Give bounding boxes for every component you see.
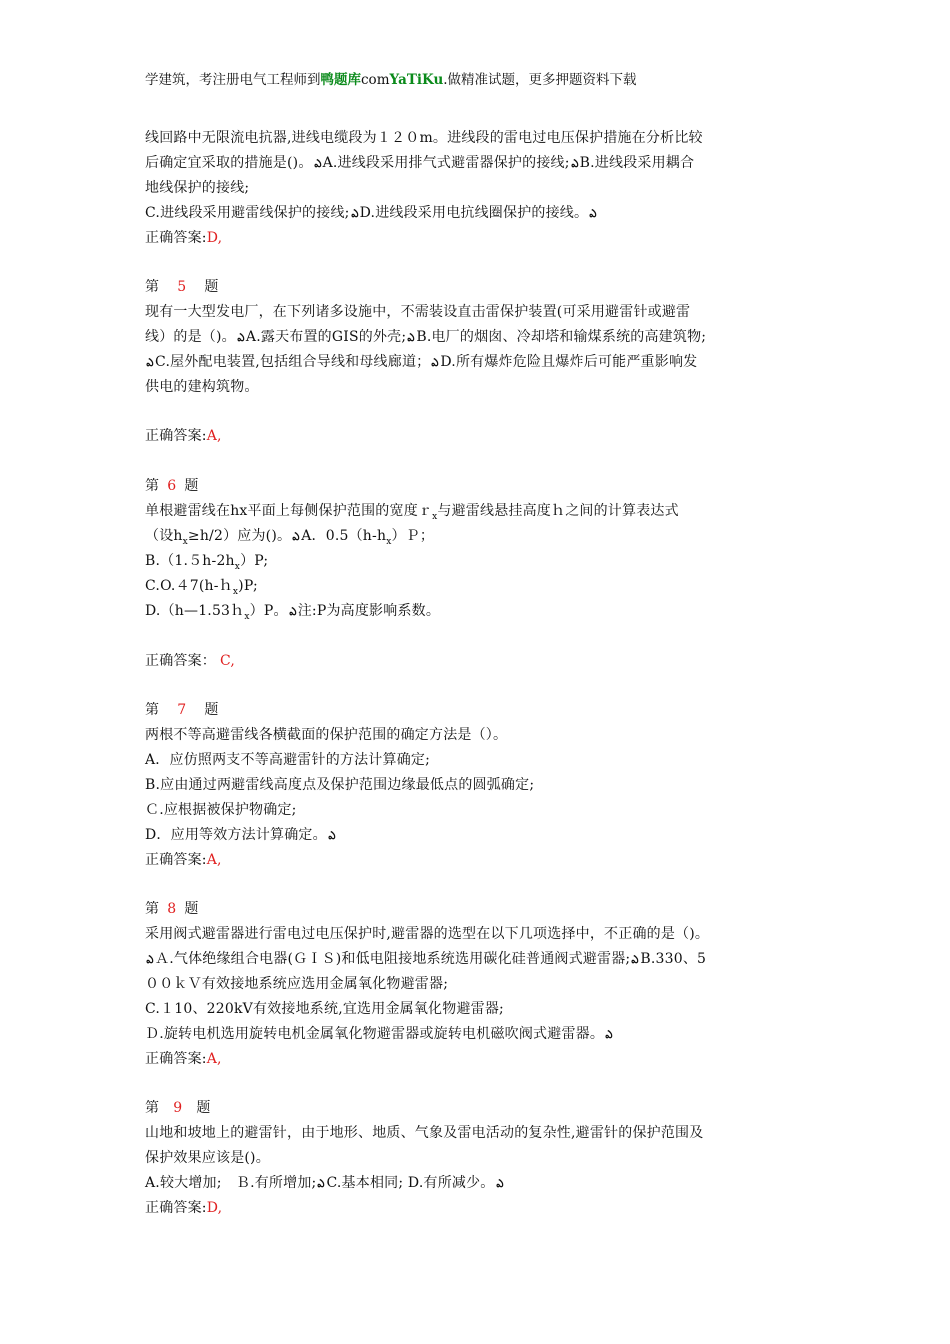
q8-line-1: 采用阀式避雷器进行雷电过电压保护时,避雷器的选型在以下几项选择中，不正确的是（)。 <box>145 926 710 942</box>
q4-line-4 <box>145 203 598 224</box>
question-label: 第 <box>145 901 160 917</box>
question-number: 6 <box>167 478 177 494</box>
q7-line-5 <box>145 825 337 846</box>
answer-value: C, <box>220 653 236 669</box>
subscript: x <box>234 561 241 572</box>
question-label: 第 <box>145 702 160 718</box>
q9-line-3 <box>145 1173 505 1194</box>
subscript: x <box>232 586 239 597</box>
q4-option-d: D.进线段采用电抗线圈保护的接线。 <box>359 205 589 221</box>
paragraph-mark-icon: ఎ <box>289 605 297 618</box>
q4-line-2 <box>145 153 694 174</box>
question-number: 9 <box>173 1100 183 1116</box>
q6-line-1 <box>145 501 679 527</box>
q6-stem-part: 与避雷线悬挂高度ｈ之间的计算表达式 <box>437 503 679 519</box>
question-label: 第 <box>145 279 160 295</box>
q6-option-a: A．0.5（h-h <box>301 528 387 544</box>
header-prefix: 学建筑，考注册电气工程师到 <box>145 72 321 88</box>
q9-answer <box>145 1198 222 1218</box>
paragraph-mark-icon: ఎ <box>350 207 359 220</box>
q6-stem-part: （设h <box>145 528 183 544</box>
q4-option-a: A.进线段采用排气式避雷器保护的接线; <box>322 155 570 171</box>
q7-option-d: D．应用等效方法计算确定。 <box>145 827 327 843</box>
q8-option-d: Ｄ.旋转电机选用旋转电机金属氧化物避雷器或旋转电机磁吹阀式避雷器。 <box>145 1026 605 1042</box>
paragraph-mark-icon: ఎ <box>146 953 154 966</box>
question-label: 第 <box>145 478 160 494</box>
header-suffix: .做精准试题，更多押题资料下载 <box>443 72 637 88</box>
q8-line-4: C.１10、220kV有效接地系统,宜选用金属氧化物避雷器; <box>145 1001 504 1017</box>
q8-option-a: Ａ.气体绝缘组合电器(ＧＩＳ)和低电阻接地系统选用碳化硅普通阀式避雷器; <box>155 951 631 967</box>
answer-value: A, <box>206 1051 222 1067</box>
q8-option-b: B.330、5 <box>640 951 707 967</box>
paragraph-mark-icon: ఎ <box>571 157 579 170</box>
q6-option-d-end: ）P。 <box>249 603 288 619</box>
question-label-suffix: 题 <box>184 901 199 917</box>
answer-label: 正确答案: <box>145 1051 207 1067</box>
question-label-suffix: 题 <box>184 478 199 494</box>
q9-title <box>145 1098 211 1118</box>
q7-line-3: B.应由通过两避雷线高度点及保护范围边缘最低点的圆弧确定; <box>145 777 535 793</box>
q5-option-a: A.露天布置的GIS的外壳; <box>245 329 407 345</box>
subscript: x <box>386 536 392 547</box>
q9-options-cd: C.基本相同; D.有所减少。 <box>326 1175 495 1191</box>
q6-option-d: D.（h—1.53ｈ <box>145 603 245 619</box>
q5-option-b: B.电厂的烟囱、冷却塔和输煤系统的高建筑物; <box>416 329 707 345</box>
question-label-suffix: 题 <box>204 702 219 718</box>
q6-line-3 <box>145 551 268 577</box>
question-number: 5 <box>177 279 187 295</box>
q7-title <box>145 700 219 720</box>
paragraph-mark-icon: ఎ <box>631 953 639 966</box>
paragraph-mark-icon: ఎ <box>292 530 300 543</box>
paragraph-mark-icon: ఎ <box>328 829 336 842</box>
subscript: x <box>244 611 250 622</box>
paragraph-mark-icon: ఎ <box>313 157 322 170</box>
paragraph-mark-icon: ఎ <box>495 1177 504 1190</box>
question-label: 第 <box>145 1100 160 1116</box>
q5-title <box>145 277 219 297</box>
q4-line-3: 地线保护的接线; <box>145 180 250 196</box>
question-label-suffix: 题 <box>204 279 219 295</box>
q9-line-1: 山地和坡地上的避雷针，由于地形、地质、气象及雷电活动的复杂性,避雷针的保护范围及 <box>145 1125 704 1141</box>
q6-option-c: C.O.４7(h-ｈ <box>145 578 233 594</box>
answer-value: A, <box>206 428 222 444</box>
paragraph-mark-icon: ఎ <box>431 356 439 369</box>
question-label-suffix: 题 <box>196 1100 211 1116</box>
q6-option-b: B.（1.５h-2h <box>145 553 235 569</box>
question-number: 8 <box>167 901 177 917</box>
answer-value: D, <box>206 230 223 246</box>
q6-option-c-end: )P; <box>238 578 258 594</box>
q6-option-b-end: ）P; <box>240 553 269 569</box>
q4-line-1: 线回路中无限流电抗器,进线电缆段为１２０m。进线段的雷电过电压保护措施在分析比较 <box>145 130 703 146</box>
q5-option-d: D.所有爆炸危险且爆炸后可能严重影响发 <box>440 354 698 370</box>
answer-value: A, <box>206 852 222 868</box>
q5-line-4: 供电的建构筑物。 <box>145 379 259 395</box>
q5-line-3 <box>145 352 697 373</box>
paragraph-mark-icon: ఎ <box>589 207 597 220</box>
q6-line-2 <box>145 526 434 552</box>
q9-line-2: 保护效果应该是()。 <box>145 1150 270 1166</box>
q8-line-2 <box>145 949 706 970</box>
answer-label: 正确答案: <box>145 1200 207 1216</box>
q8-title <box>145 899 199 919</box>
q4-option-c: C.进线段采用避雷线保护的接线; <box>145 205 350 221</box>
subscript: x <box>432 511 438 522</box>
paragraph-mark-icon: ఎ <box>605 1028 613 1041</box>
q5-stem-end: 线）的是（)。 <box>145 329 236 345</box>
q4-option-b: B.进线段采用耦合 <box>579 155 695 171</box>
q7-line-4: Ｃ.应根据被保护物确定; <box>145 802 297 818</box>
q8-line-5 <box>145 1024 614 1045</box>
q6-answer <box>145 651 235 671</box>
q6-title <box>145 476 199 496</box>
subscript: x <box>182 536 188 547</box>
answer-label: 正确答案： <box>145 653 216 669</box>
answer-value: D, <box>206 1200 223 1216</box>
page-header <box>145 70 637 90</box>
q8-answer <box>145 1049 222 1069</box>
q7-answer <box>145 850 222 870</box>
header-brand-com[interactable]: com <box>361 72 390 88</box>
paragraph-mark-icon: ఎ <box>146 356 154 369</box>
answer-label: 正确答案: <box>145 852 207 868</box>
q6-stem-part: 单根避雷线在hx平面上每侧保护范围的宽度ｒ <box>145 503 433 519</box>
answer-label: 正确答案: <box>145 428 207 444</box>
q7-line-1: 两根不等高避雷线各横截面的保护范围的确定方法是（）。 <box>145 727 508 743</box>
paragraph-mark-icon: ఎ <box>407 331 415 344</box>
q4-stem-end: 后确定宜采取的措施是()。 <box>145 155 313 171</box>
answer-label: 正确答案: <box>145 230 207 246</box>
q4-answer <box>145 228 222 248</box>
q5-option-c: C.屋外配电装置,包括组合导线和母线廊道； <box>155 354 431 370</box>
q6-note: 注:P为高度影响系数。 <box>297 603 441 619</box>
paragraph-mark-icon: ఎ <box>237 331 245 344</box>
header-brand-en[interactable]: YaTiKu <box>389 72 444 88</box>
question-number: 7 <box>177 702 187 718</box>
q7-line-2: A．应仿照两支不等高避雷针的方法计算确定; <box>145 752 431 768</box>
q9-options-ab: A.较大增加; Ｂ.有所增加; <box>145 1175 317 1191</box>
q8-line-3: ００ｋＶ有效接地系统应选用金属氧化物避雷器; <box>145 976 449 992</box>
q5-line-2 <box>145 327 706 348</box>
q5-answer <box>145 426 222 446</box>
q6-stem-end: ≥h/2）应为()。 <box>187 528 292 544</box>
q6-option-a-end: ）Ｐ； <box>391 528 435 544</box>
q6-line-4 <box>145 576 258 602</box>
q5-line-1: 现有一大型发电厂，在下列诸多设施中，不需装设直击雷保护装置(可采用避雷针或避雷 <box>145 304 691 320</box>
header-brand-cn[interactable]: 鸭题库 <box>320 72 361 88</box>
q6-line-5 <box>145 601 440 627</box>
paragraph-mark-icon: ఎ <box>317 1177 326 1190</box>
